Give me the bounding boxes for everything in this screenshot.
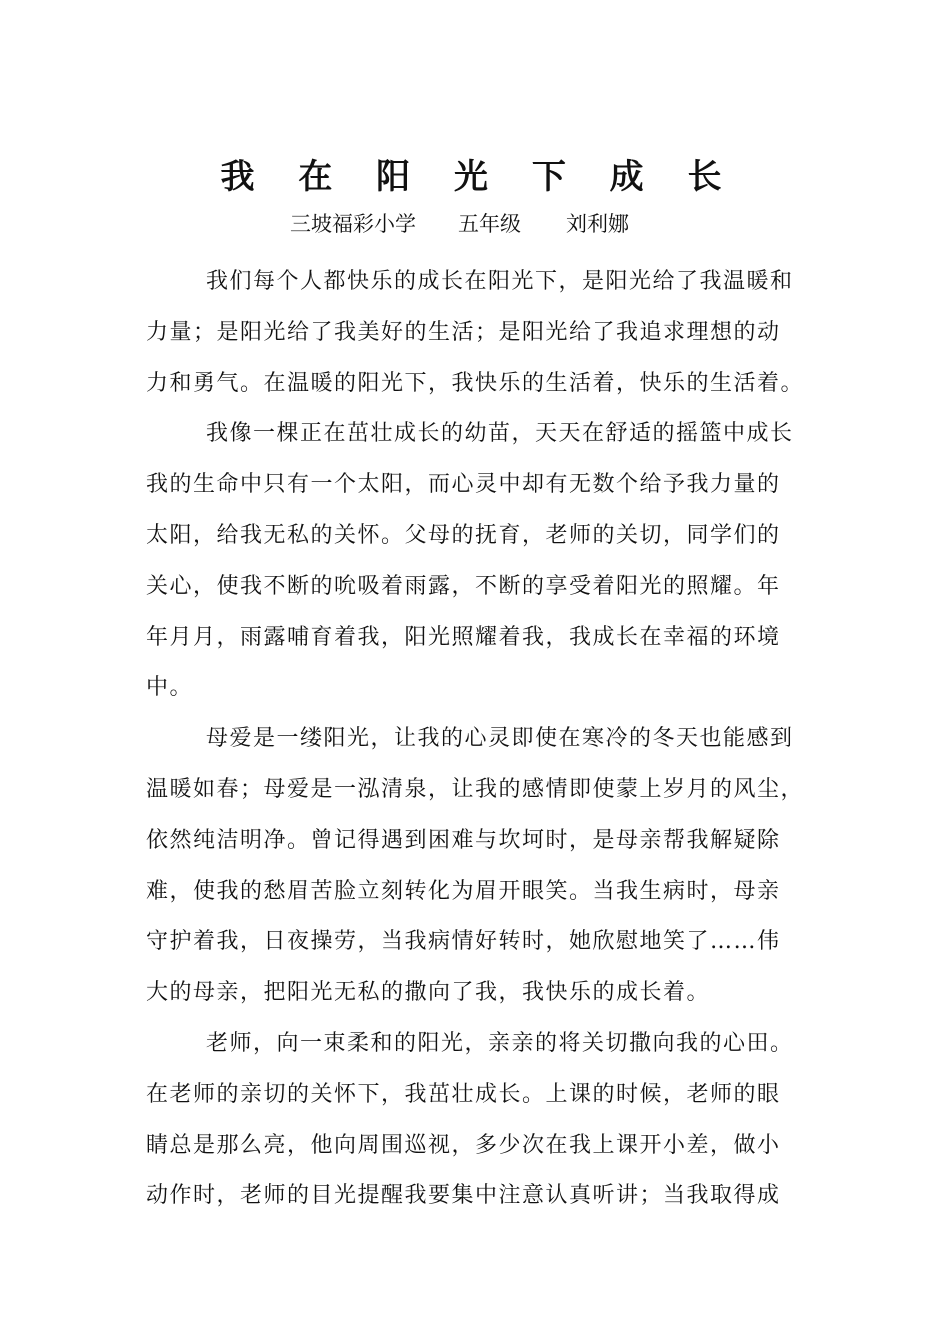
paragraph-line: 守护着我，日夜操劳，当我病情好转时，她欣慰地笑了……伟 — [146, 929, 781, 955]
body-text — [146, 257, 808, 1222]
paragraph-line: 中。 — [146, 675, 194, 701]
byline — [0, 206, 950, 242]
document-title: 我 在 阳 光 下 成 长 — [220, 157, 738, 197]
paragraph-line: 力量；是阳光给了我美好的生活；是阳光给了我追求理想的动 — [146, 319, 781, 345]
byline-grade: 五年级 — [458, 212, 521, 236]
paragraph-line: 我们每个人都快乐的成长在阳光下，是阳光给了我温暖和 — [206, 269, 794, 294]
paragraph-line: 年月月，雨露哺育着我，阳光照耀着我，我成长在幸福的环境 — [146, 624, 781, 650]
byline-school: 三坡福彩小学 — [290, 212, 416, 236]
paragraph-line: 我的生命中只有一个太阳，而心灵中却有无数个给予我力量的 — [146, 472, 781, 498]
paragraph-line: 温暖如春；母爱是一泓清泉，让我的感情即使蒙上岁月的风尘， — [146, 776, 805, 802]
paragraph-line: 太阳，给我无私的关怀。父母的抚育，老师的关切，同学们的 — [146, 522, 781, 548]
paragraph-line: 睛总是那么亮，他向周围巡视，多少次在我上课开小差，做小 — [146, 1132, 781, 1158]
paragraph-line: 在老师的亲切的关怀下，我茁壮成长。上课的时候，老师的眼 — [146, 1081, 781, 1107]
paragraph-line: 依然纯洁明净。曾记得遇到困难与坎坷时，是母亲帮我解疑除 — [146, 827, 781, 853]
paragraph-line: 老师，向一束柔和的阳光，亲亲的将关切撒向我的心田。 — [206, 1030, 794, 1056]
paragraph-line: 动作时，老师的目光提醒我要集中注意认真听讲；当我取得成 — [146, 1183, 781, 1209]
paragraph-line: 力和勇气。在温暖的阳光下，我快乐的生活着，快乐的生活着。 — [146, 370, 805, 396]
paragraph-line: 关心，使我不断的吮吸着雨露，不断的享受着阳光的照耀。年 — [146, 573, 781, 599]
paragraph-line: 我像一棵正在茁壮成长的幼苗，天天在舒适的摇篮中成长 — [206, 421, 794, 447]
byline-author: 刘利娜 — [566, 212, 629, 236]
paragraph-line: 难，使我的愁眉苦脸立刻转化为眉开眼笑。当我生病时，母亲 — [146, 878, 781, 904]
paragraph-line: 母爱是一缕阳光，让我的心灵即使在寒冷的冬天也能感到 — [206, 726, 794, 752]
paragraph-line: 大的母亲，把阳光无私的撒向了我，我快乐的成长着。 — [146, 980, 711, 1006]
